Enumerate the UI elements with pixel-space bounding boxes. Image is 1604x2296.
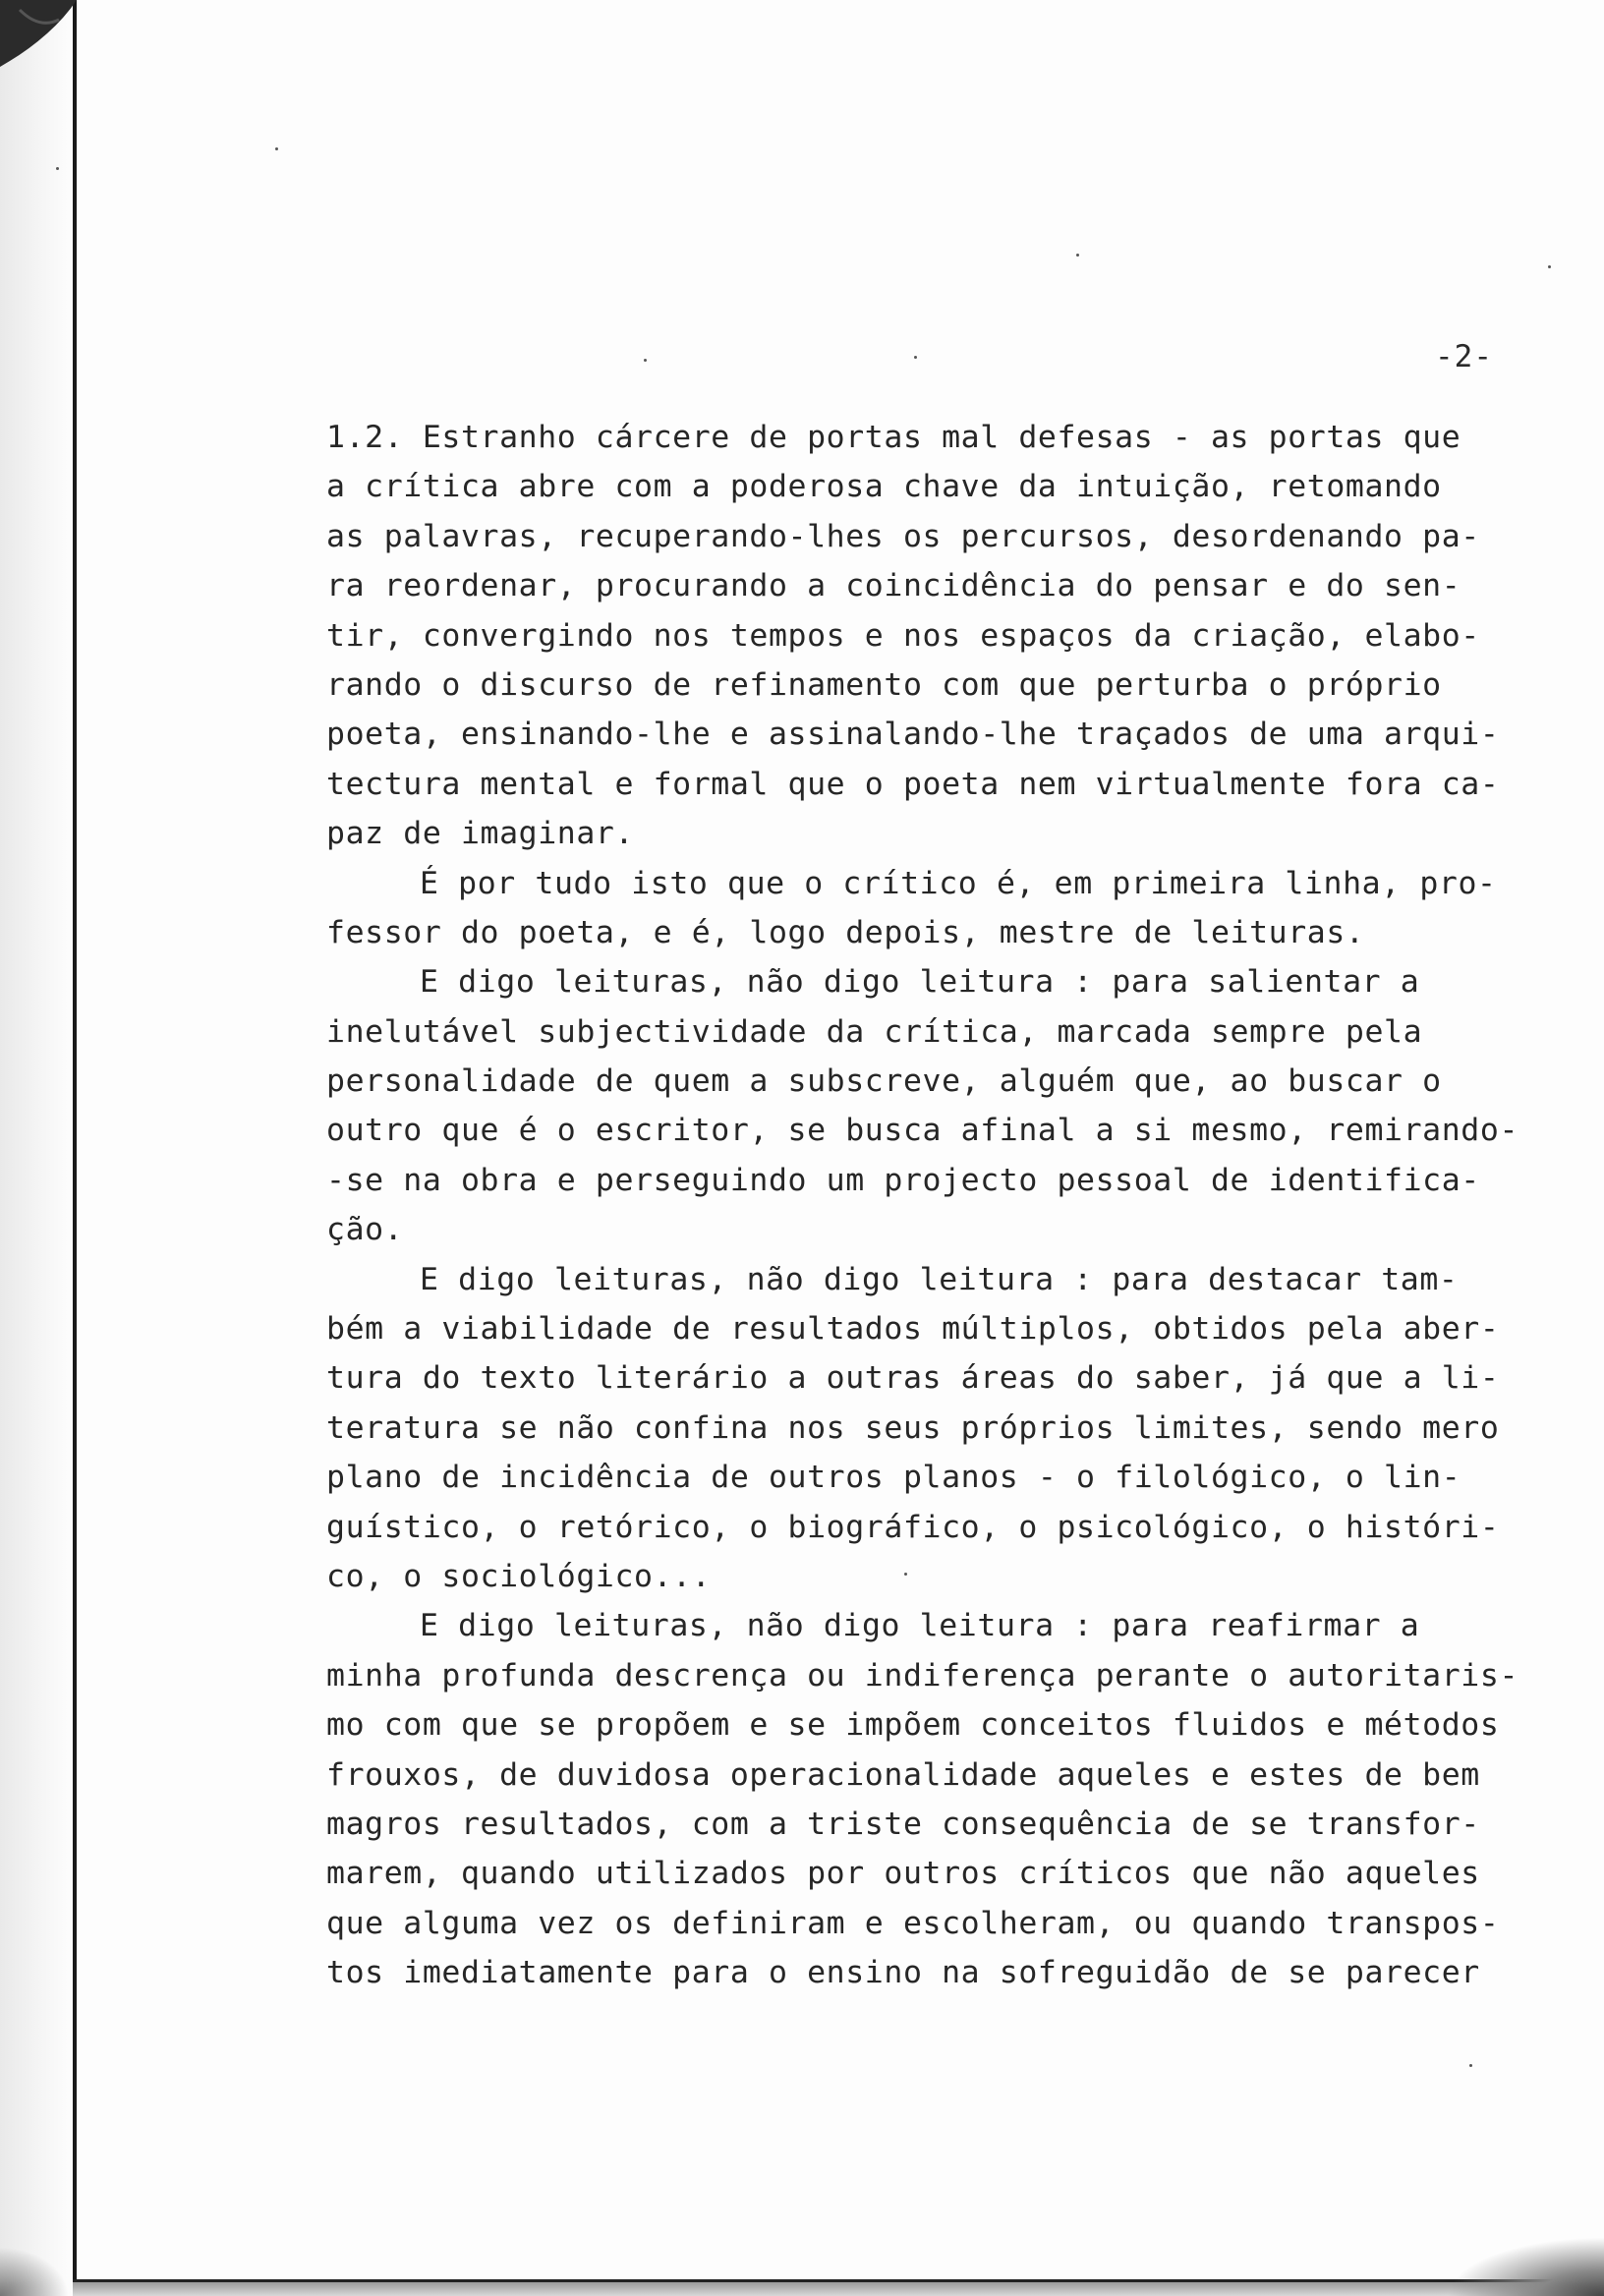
text-line: magros resultados, com a triste consequência de se transfor- [326, 1806, 1480, 1842]
text-line: plano de incidência de outros planos - o filológico, o lin- [326, 1460, 1461, 1496]
text-line: E digo leituras, não digo leitura : para salientar a [420, 964, 1420, 1001]
text-line: ra reordenar, procurando a coincidência do pensar e do sen- [326, 568, 1461, 604]
text-line: tos imediatamente para o ensino na sofreguidão de se parecer [326, 1955, 1480, 1991]
text-line: co, o sociológico... [326, 1558, 712, 1594]
text-line: outro que é o escritor, se busca afinal a si mesmo, remirando- [326, 1113, 1519, 1149]
bottom-edge [73, 2279, 1604, 2296]
scan-speck [275, 147, 278, 150]
text-line: E digo leituras, não digo leitura : para destacar tam- [420, 1261, 1459, 1297]
text-line: minha profunda descrença ou indiferença perante o autoritaris- [326, 1657, 1519, 1693]
text-line: guístico, o retórico, o biográfico, o psicológico, o históri- [326, 1509, 1500, 1545]
text-line: paz de imaginar. [326, 816, 635, 852]
text-line: inelutável subjectividade da crítica, marcada sempre pela [326, 1013, 1423, 1050]
text-line: 1.2. Estranho cárcere de portas mal defesas - as portas que [326, 420, 1461, 455]
scan-smudge [1447, 2237, 1604, 2296]
text-line: frouxos, de duvidosa operacionalidade aqueles e estes de bem [326, 1756, 1480, 1793]
scan-speck [1548, 265, 1551, 268]
paragraph [326, 859, 1604, 958]
page-number: -2- [1435, 339, 1493, 374]
text-line: mo com que se propõem e se impõem conceitos fluidos e métodos [326, 1707, 1500, 1744]
text-line: que alguma vez os definiram e escolheram, ou quando transpos- [326, 1905, 1500, 1941]
paragraph [326, 1601, 1604, 1997]
paragraph [326, 957, 1604, 1254]
text-line: ção. [326, 1212, 404, 1248]
text-line: personalidade de quem a subscreve, alguém que, ao buscar o [326, 1063, 1442, 1100]
scan-speck [1076, 254, 1079, 257]
paragraph [326, 413, 1604, 859]
text-line: tir, convergindo nos tempos e nos espaços da criação, elabo- [326, 617, 1480, 654]
text-line: fessor do poeta, e é, logo depois, mestre de leituras. [326, 914, 1365, 950]
scan-speck [56, 167, 59, 170]
scan-smudge [0, 2247, 69, 2296]
text-line: teratura se não confina nos seus próprios limites, sendo mero [326, 1409, 1500, 1446]
text-line: É por tudo isto que o crítico é, em primeira linha, pro- [420, 865, 1497, 901]
text-line: as palavras, recuperando-lhes os percursos, desordenando pa- [326, 518, 1480, 554]
body-text [326, 413, 1604, 1998]
text-line: bém a viabilidade de resultados múltiplos, obtidos pela aber- [326, 1311, 1500, 1348]
text-line: poeta, ensinando-lhe e assinalando-lhe traçados de uma arqui- [326, 717, 1500, 753]
corner-ink-mark [0, 0, 108, 88]
text-line: E digo leituras, não digo leitura : para reafirmar a [420, 1608, 1420, 1644]
paragraph [326, 1255, 1604, 1602]
scan-speck [644, 359, 647, 362]
text-line: -se na obra e perseguindo um projecto pessoal de identifica- [326, 1162, 1480, 1198]
text-line: marem, quando utilizados por outros críticos que não aqueles [326, 1856, 1480, 1892]
text-line: a crítica abre com a poderosa chave da intuição, retomando [326, 469, 1442, 505]
text-line: tectura mental e formal que o poeta nem virtualmente fora ca- [326, 766, 1500, 802]
scan-speck [1469, 2064, 1472, 2067]
text-line: tura do texto literário a outras áreas do saber, já que a li- [326, 1360, 1500, 1397]
text-line: rando o discurso de refinamento com que perturba o próprio [326, 666, 1442, 703]
binding-edge [0, 0, 77, 2296]
scan-speck [914, 356, 917, 359]
